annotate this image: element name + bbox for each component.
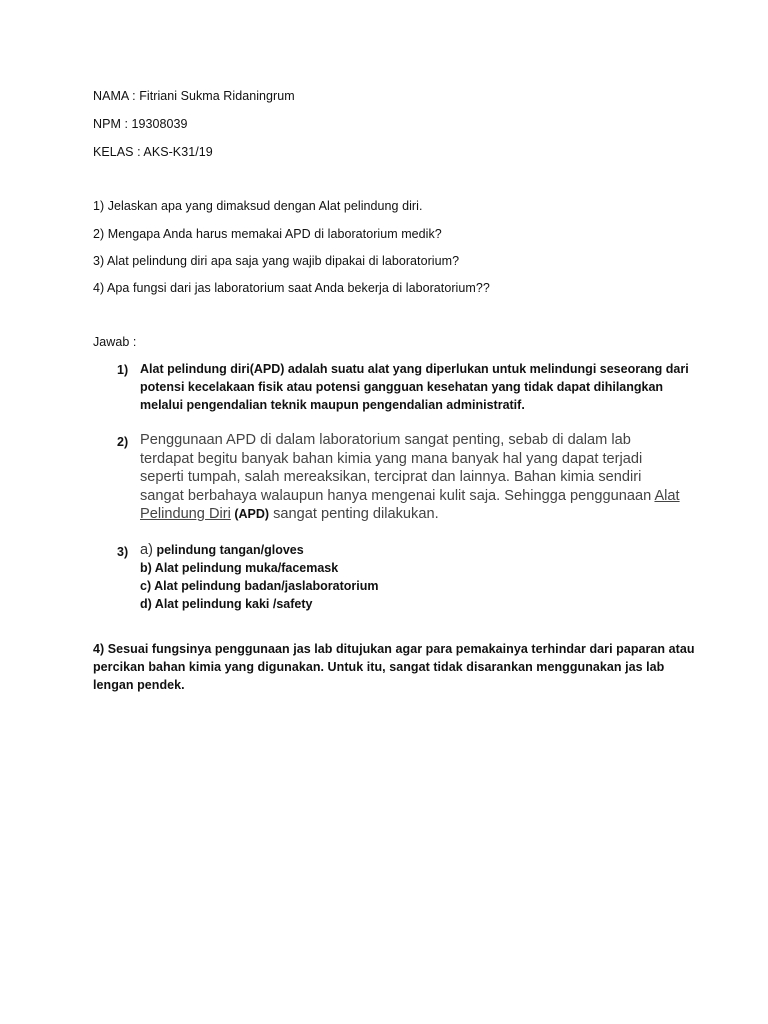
student-name: NAMA : Fitriani Sukma Ridaningrum bbox=[93, 89, 295, 103]
question-2: 2) Mengapa Anda harus memakai APD di laboratorium medik? bbox=[93, 227, 442, 241]
answer-2-line-1: Penggunaan APD di dalam laboratorium sangat penting, sebab di dalam lab bbox=[140, 432, 631, 448]
answer-2-apd-abbr: (APD) bbox=[230, 507, 270, 521]
answer-2-number: 2) bbox=[117, 435, 129, 449]
answer-2-line-5 bbox=[140, 505, 439, 524]
answer-1-line-2: potensi kecelakaan fisik atau potensi gangguan kesehatan yang tidak dapat dihilangkan bbox=[140, 380, 664, 394]
answer-1-line-3: melalui pengendalian teknik maupun pengendalian administratif. bbox=[140, 398, 525, 412]
answer-2-underlined-alat: Alat bbox=[654, 488, 680, 504]
answer-4-line-3: lengan pendek. bbox=[93, 678, 185, 692]
question-3: 3) Alat pelindung diri apa saja yang wajib dipakai di laboratorium? bbox=[93, 254, 460, 268]
answer-1-line-1: Alat pelindung diri(APD) adalah suatu alat yang diperlukan untuk melindungi seseorang dari bbox=[140, 362, 689, 376]
answer-2-line-3: seperti tumpah, salah mereaksikan, terciprat dan lainnya. Bahan kimia sendiri bbox=[140, 469, 642, 485]
answer-1-number: 1) bbox=[117, 363, 129, 377]
answer-3-a-text: pelindung tangan/gloves bbox=[156, 543, 304, 557]
answer-3-item-a bbox=[140, 541, 304, 559]
answer-2-line-4 bbox=[140, 487, 680, 506]
jawab-label: Jawab : bbox=[93, 335, 137, 349]
student-class: KELAS : AKS-K31/19 bbox=[93, 145, 213, 159]
answer-3-number: 3) bbox=[117, 545, 129, 559]
question-1: 1) Jelaskan apa yang dimaksud dengan Alat pelindung diri. bbox=[93, 199, 423, 213]
question-4: 4) Apa fungsi dari jas laboratorium saat Anda bekerja di laboratorium?? bbox=[93, 281, 490, 295]
answer-4-line-1: 4) Sesuai fungsinya penggunaan jas lab ditujukan agar para pemakainya terhindar dari paparan atau bbox=[93, 642, 695, 656]
student-npm: NPM : 19308039 bbox=[93, 117, 188, 131]
answer-3-a-label: a) bbox=[140, 542, 153, 558]
answer-3-item-b: b) Alat pelindung muka/facemask bbox=[140, 561, 339, 575]
answer-2-line-5-text: sangat penting dilakukan. bbox=[269, 506, 439, 522]
answer-2-line-4-text: sangat berbahaya walaupun hanya mengenai kulit saja. Sehingga penggunaan bbox=[140, 488, 655, 504]
answer-3-item-c: c) Alat pelindung badan/jaslaboratorium bbox=[140, 579, 379, 593]
answer-4-line-2: percikan bahan kimia yang digunakan. Untuk itu, sangat tidak disarankan menggunakan jas lab bbox=[93, 660, 665, 674]
answer-3-item-d: d) Alat pelindung kaki /safety bbox=[140, 597, 313, 611]
answer-2-underlined-pelindung-diri: Pelindung Diri bbox=[140, 506, 231, 522]
answer-2-line-2: terdapat begitu banyak bahan kimia yang mana banyak hal yang dapat terjadi bbox=[140, 451, 643, 467]
